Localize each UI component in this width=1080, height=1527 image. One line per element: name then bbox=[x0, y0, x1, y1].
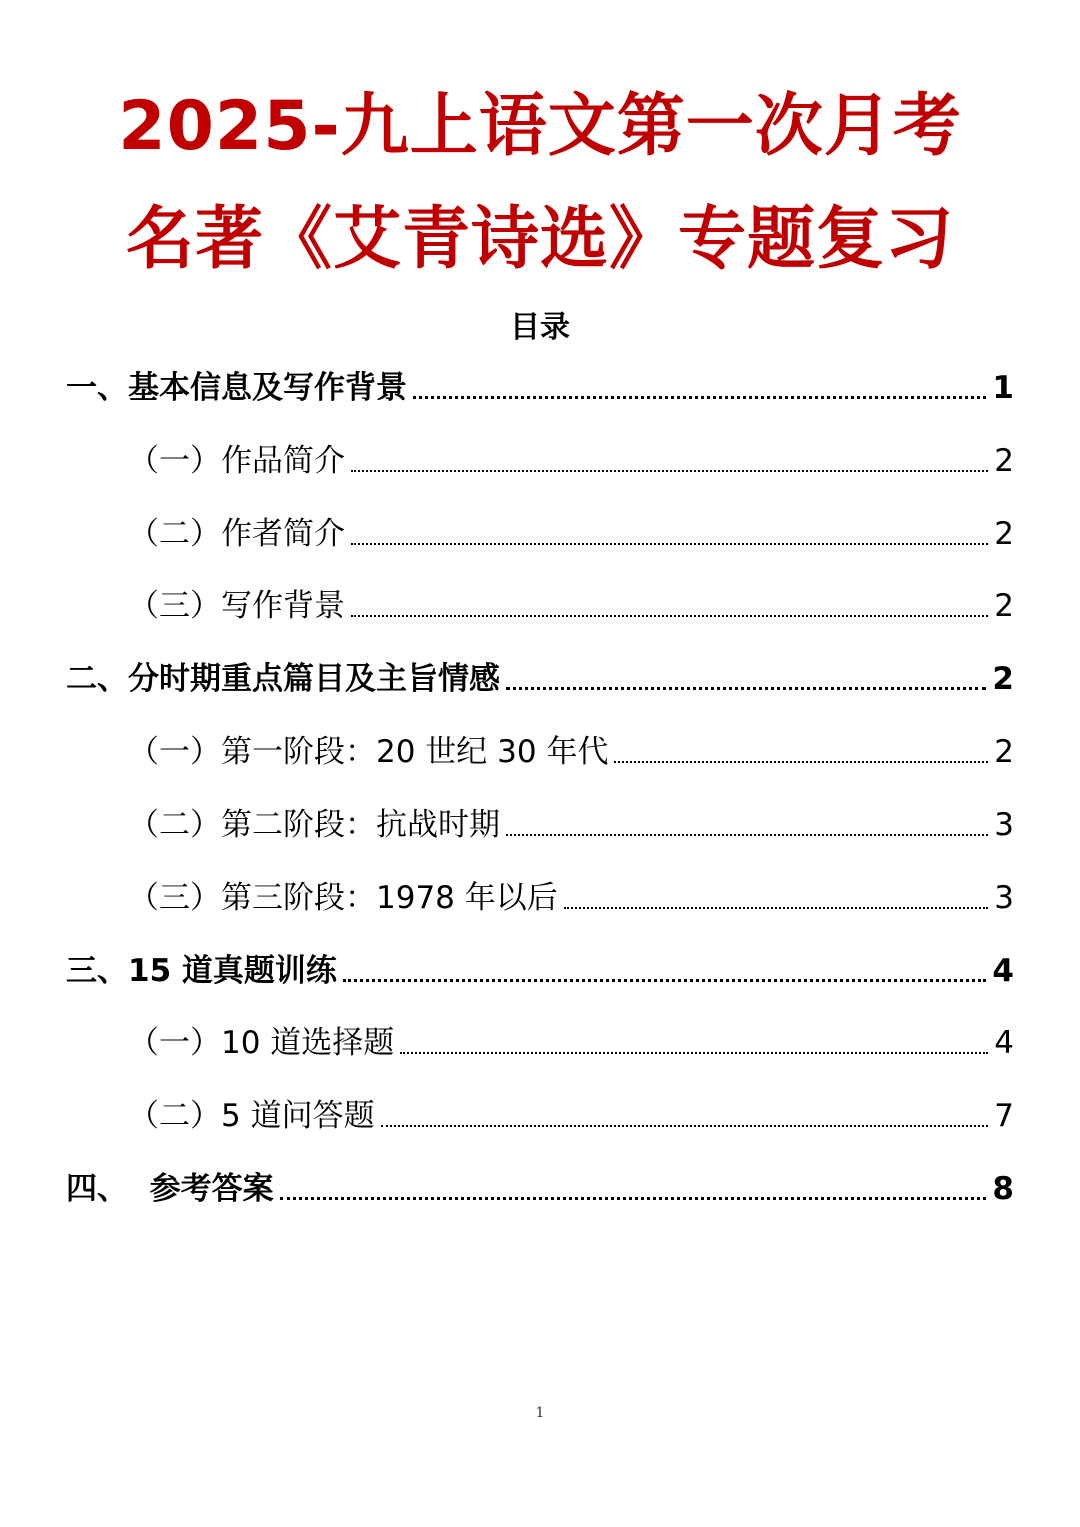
toc-leader-dots bbox=[351, 615, 988, 617]
toc-entry-page: 3 bbox=[994, 880, 1014, 916]
toc-entry-label: （一）第一阶段：20 世纪 30 年代 bbox=[128, 734, 609, 770]
toc-entry[interactable] bbox=[128, 876, 1014, 920]
toc-entry-label: 三、15 道真题训练 bbox=[66, 953, 337, 989]
toc-entry-label: （三）写作背景 bbox=[128, 588, 345, 624]
toc-entry[interactable] bbox=[128, 730, 1014, 774]
toc-entry[interactable] bbox=[128, 512, 1014, 556]
page-number-footer: 1 bbox=[535, 1405, 545, 1421]
toc-entry-page: 2 bbox=[994, 516, 1014, 552]
toc-leader-dots bbox=[564, 907, 989, 909]
toc-entry-page: 2 bbox=[992, 661, 1014, 697]
toc-entry[interactable] bbox=[66, 657, 1014, 701]
toc-entry-page: 4 bbox=[994, 1025, 1014, 1061]
toc-leader-dots bbox=[506, 687, 986, 690]
toc-entry-page: 4 bbox=[992, 953, 1014, 989]
toc-entry[interactable] bbox=[128, 584, 1014, 628]
toc-leader-dots bbox=[280, 1197, 987, 1200]
toc-entry-label: 四、 参考答案 bbox=[66, 1171, 274, 1207]
document-title-line-1: 2025-九上语文第一次月考 bbox=[118, 87, 962, 166]
document-title-line-2: 名著《艾青诗选》专题复习 bbox=[125, 200, 954, 279]
toc-entry[interactable] bbox=[128, 803, 1014, 847]
toc-entry-label: （二）第二阶段：抗战时期 bbox=[128, 807, 500, 843]
toc-entry[interactable] bbox=[128, 439, 1014, 483]
toc-entry[interactable] bbox=[128, 1021, 1014, 1065]
toc-entry-label: （二）5 道问答题 bbox=[128, 1098, 375, 1134]
toc-leader-dots bbox=[506, 834, 988, 836]
toc-leader-dots bbox=[400, 1052, 988, 1054]
toc-entry-label: （三）第三阶段：1978 年以后 bbox=[128, 880, 558, 916]
toc-leader-dots bbox=[343, 979, 986, 982]
toc-entry-page: 2 bbox=[994, 443, 1014, 479]
toc-entry-page: 1 bbox=[992, 370, 1014, 406]
toc-entry-label: 二、分时期重点篇目及主旨情感 bbox=[66, 661, 500, 697]
toc-entry-label: （二）作者简介 bbox=[128, 516, 345, 552]
toc-leader-dots bbox=[614, 761, 988, 763]
toc-leader-dots bbox=[381, 1125, 989, 1127]
toc-entry[interactable] bbox=[128, 1094, 1014, 1138]
toc-entry-label: 一、基本信息及写作背景 bbox=[66, 370, 407, 406]
toc-entry-label: （一）作品简介 bbox=[128, 443, 345, 479]
toc-entry-label: （一）10 道选择题 bbox=[128, 1025, 395, 1061]
toc-entry[interactable] bbox=[66, 366, 1014, 410]
toc-leader-dots bbox=[413, 396, 986, 399]
toc-entry[interactable] bbox=[66, 1167, 1014, 1211]
toc-entry-page: 8 bbox=[992, 1171, 1014, 1207]
toc-heading: 目录 bbox=[510, 310, 570, 345]
toc-entry-page: 7 bbox=[994, 1098, 1014, 1134]
toc-leader-dots bbox=[351, 543, 988, 545]
toc-entry-page: 2 bbox=[994, 588, 1014, 624]
toc-leader-dots bbox=[351, 470, 988, 472]
toc-entry-page: 3 bbox=[994, 807, 1014, 843]
toc-entry-page: 2 bbox=[994, 734, 1014, 770]
toc-entry[interactable] bbox=[66, 949, 1014, 993]
